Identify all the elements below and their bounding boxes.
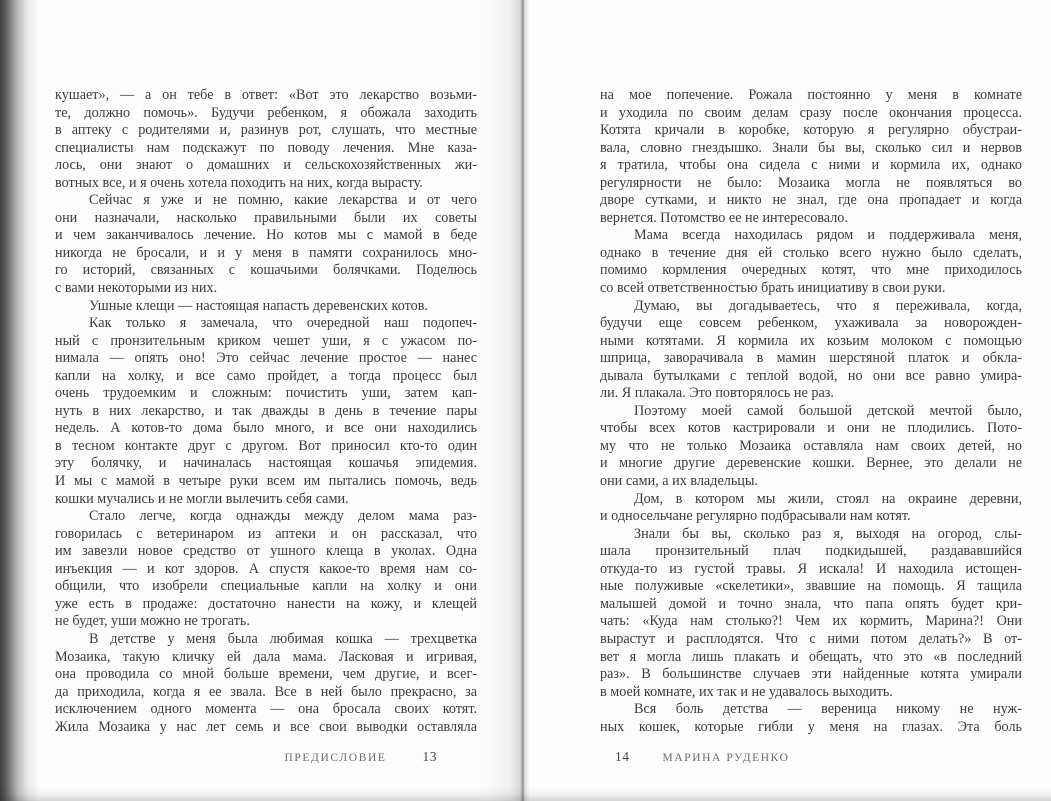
text-line: малышей домой и точно знала, что папа опять будет кри-: [600, 595, 1022, 612]
text-line: Мама всегда находилась рядом и поддерживала меня,: [634, 227, 1022, 244]
page-right-text: [600, 87, 1022, 736]
text-line: очень трудоемким и сложным: почистить уши, затем кап-: [55, 385, 477, 402]
text-line: кошки мучались и не могли вылечить себя сами.: [55, 490, 349, 507]
text-line: и многие другие деревенские кошки. Вернее, это делали не: [600, 455, 1022, 472]
text-line: шприца, заворачивала в мамин шерстяной платок и обкла-: [600, 350, 1022, 367]
running-head-author: МАРИНА РУДЕНКО: [662, 752, 790, 764]
text-line: регулярности не было: Мозаика могла не появляться во: [600, 174, 1022, 191]
text-line: Стало легче, когда однажды между делом мама раз-: [89, 508, 477, 525]
text-line: им завезли новое средство от ушного клеща в уколах. Одна: [55, 543, 477, 560]
page-number-left: 13: [422, 749, 437, 764]
text-line: эту болячку, и начиналась настоящая кошачья эпидемия.: [55, 455, 477, 472]
text-line: раз». В большинстве случаев эти найденные котята умирали: [600, 666, 1022, 683]
text-line: Ушные клещи — настоящая напасть деревенских котов.: [89, 297, 428, 314]
paragraph: [600, 87, 1022, 227]
text-line: да приходила, когда я ее звала. Все в ней было прекрасно, за: [55, 683, 477, 700]
text-line: го историй, связанных с кошачьими болячками. Поделюсь: [55, 262, 477, 279]
text-line: лось, они знают о домашних и сельскохозяйственных жи-: [55, 157, 477, 174]
text-line: чтобы всех котов кастрировали и они не плодились. Пото-: [600, 420, 1022, 437]
text-line: они назначали, насколько правильными были их советы: [55, 209, 477, 226]
text-line: и односельчане регулярно подбрасывали нам котят.: [600, 508, 911, 525]
text-line: вырастут и расплодятся. Что с ними потом делать?» В от-: [600, 630, 1022, 647]
text-line: ные полуживые «скелетики», звавшие на помощь. Я тащила: [600, 578, 1022, 595]
text-line: откуда-то из густой травы. Я искала! И находила истощен-: [600, 560, 1022, 577]
paragraph: [600, 491, 1022, 526]
paragraph: [600, 403, 1022, 491]
text-line: она проводила со мной больше времени, чем другие, и всег-: [55, 666, 477, 683]
book-bottom-shadow: [0, 785, 1051, 801]
text-line: со всей ответственностью брать инициативу в свои руки.: [600, 280, 946, 297]
text-line: Дом, в котором мы жили, стоял на окраине деревни,: [634, 490, 1022, 507]
text-line: вернется. Потомство ее не интересовало.: [600, 209, 848, 226]
paragraph: [600, 298, 1022, 403]
page-edges-strip: [0, 0, 42, 801]
text-line: не будет, уши можно не трогать.: [55, 613, 250, 630]
text-line: вет я могла лишь плакать и обещать, что это «в последний: [600, 648, 1022, 665]
text-line: капли на холку, и все само пройдет, а тогда процесс был: [55, 367, 477, 384]
text-line: общили, что изобрели специальные капли на холку и они: [55, 578, 477, 595]
paragraph: [55, 298, 477, 316]
text-line: Поэтому моей самой большой детской мечтой было,: [634, 402, 1022, 419]
text-line: будучи еще совсем ребенком, ухаживала за новорожден-: [600, 315, 1022, 332]
text-line: помимо кормления очередных котят, что мне приходилось: [600, 262, 1022, 279]
text-line: недель. А котов-то дома было много, и все они находились: [55, 420, 477, 437]
page-left-footer: [55, 749, 437, 765]
text-line: Котята кричали в коробке, которую я регулярно обустраи-: [600, 122, 1022, 139]
text-line: Жила Мозаика у нас лет семь и все свои выводки оставляла: [55, 718, 477, 735]
text-line: В детстве у меня была любимая кошка — трехцветка: [89, 630, 477, 647]
text-line: чать: «Куда нам столько?! Чем их кормить, Марина?! Они: [600, 613, 1022, 630]
text-line: И мы с мамой в четыре руки всем им пытались помочь, ведь: [55, 473, 477, 490]
text-line: ный с пронзительным криком чешет уши, я с ужасом по-: [55, 332, 477, 349]
text-line: кушает», — а он тебе в ответ: «Вот это лекарство возьми-: [55, 87, 477, 103]
text-line: и уходила по своим делам сразу после окончания процесса.: [600, 104, 1022, 121]
text-line: те, должно помочь». Будучи ребенком, я обожала заходить: [55, 104, 477, 121]
page-number-right: 14: [615, 749, 630, 764]
text-line: Как только я замечала, что очередной наш подопеч-: [89, 315, 477, 332]
text-line: в аптеку с родителями и, разинув рот, слушать, что местные: [55, 122, 477, 139]
paragraph: [55, 315, 477, 508]
paragraph: [55, 631, 477, 736]
text-line: никогда не бросали, и и у меня в памяти сохранилось мно-: [55, 244, 477, 261]
paragraph: [55, 87, 477, 192]
text-line: Знали бы вы, сколько раз я, выходя на огород, слы-: [634, 525, 1022, 542]
paragraph: [55, 508, 477, 631]
text-line: дывала бутылками с теплой водой, но они все равно умира-: [600, 367, 1022, 384]
text-line: ными котятами. Я кормила их козьим молоком с помощью: [600, 332, 1022, 349]
text-line: специалисты нам подскажут по поводу лечения. Мне каза-: [55, 139, 477, 156]
text-line: вотных все, и я очень хотела походить на них, когда вырасту.: [55, 174, 423, 191]
text-line: я тратила, чтобы она сидела с ними и кормила их, однако: [600, 157, 1022, 174]
paragraph: [600, 526, 1022, 701]
text-line: говорилась с ветеринаром из аптеки и он рассказал, что: [55, 525, 477, 542]
text-line: шала пронзительный плач подкидышей, раздававшийся: [600, 543, 1022, 560]
text-line: Сейчас я уже и не помню, какие лекарства и от чего: [89, 192, 477, 209]
paragraph: [600, 227, 1022, 297]
text-line: ли. Я плакала. Это повторялось не раз.: [600, 385, 834, 402]
text-line: исключением одного момента — она бросала своих котят.: [55, 701, 477, 718]
text-line: Думаю, вы догадываетесь, что я переживала, когда,: [634, 297, 1022, 314]
running-head-chapter: ПРЕДИСЛОВИЕ: [284, 752, 387, 764]
text-line: Вся боль детства — вереница никому не нуж-: [634, 701, 1022, 718]
text-line: вала, словно гнездышко. Знали бы вы, сколько сил и нервов: [600, 139, 1022, 156]
text-line: однако в течение дня ей столько всего нужно было сделать,: [600, 244, 1022, 261]
page-gutter-seam: [484, 0, 530, 801]
text-line: в моей комнате, их так и не удавалось выходить.: [600, 683, 893, 700]
text-line: дворе сутками, и никто не знал, где она пропадает и когда: [600, 192, 1022, 209]
text-line: нимала — опять оно! Это сейчас лечение простое — нанес: [55, 350, 477, 367]
text-line: нуть в них лекарство, и так дважды в день в течение пары: [55, 402, 477, 419]
text-line: ных кошек, которые гибли у меня на глазах. Эта боль: [600, 718, 1022, 735]
paragraph: [600, 701, 1022, 736]
page-left-text: [55, 87, 477, 736]
text-line: на мое попечение. Рожала постоянно у меня в комнате: [600, 87, 1022, 103]
paragraph: [55, 192, 477, 297]
text-line: Мозаика, такую кличку ей дала мама. Ласковая и игривая,: [55, 648, 477, 665]
page-right-footer: [615, 749, 790, 765]
text-line: уже есть в продаже: достаточно нанести на кожу, и клещей: [55, 595, 477, 612]
text-line: и чем заканчивалось лечение. Но котов мы с мамой в беде: [55, 227, 477, 244]
text-line: инъекция — и кот здоров. А спустя какое-то время нам со-: [55, 560, 477, 577]
text-line: му что не только Мозаика оставляла нам своих детей, но: [600, 437, 1022, 454]
text-line: в тесном контакте друг с другом. Вот приносил кто-то один: [55, 437, 477, 454]
text-line: с вами некоторыми из них.: [55, 280, 218, 297]
text-line: они сами, а их владельцы.: [600, 473, 758, 490]
